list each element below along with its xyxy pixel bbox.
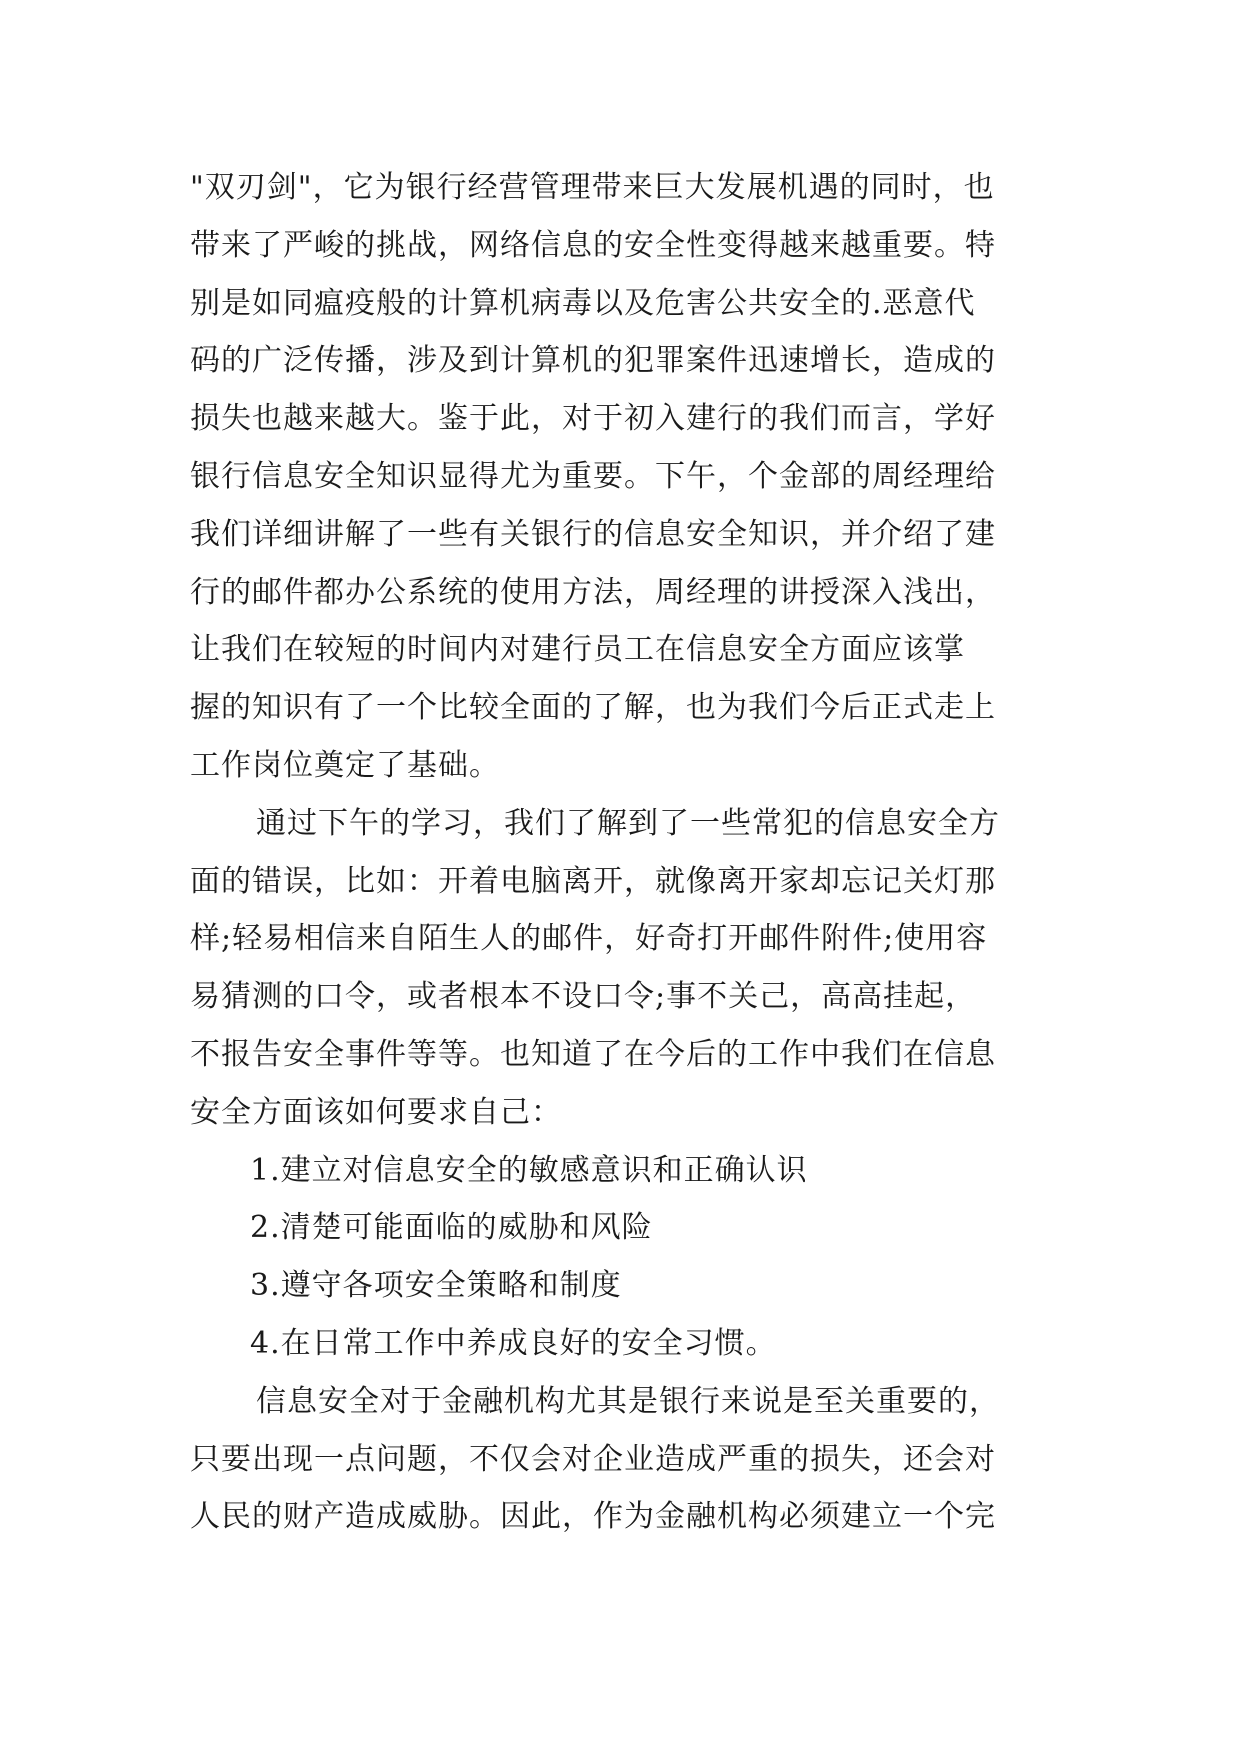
list-item: 3.遵守各项安全策略和制度 [250, 1268, 622, 1304]
paragraph-2 [190, 795, 1070, 1142]
list-item: 4.在日常工作中养成良好的安全习惯。 [250, 1325, 777, 1361]
text-line: 安全方面该如何要求自己： [190, 1094, 562, 1130]
text-line: 握的知识有了一个比较全面的了解，也为我们今后正式走上 [190, 690, 996, 726]
text-line: 让我们在较短的时间内对建行员工在信息安全方面应该掌 [190, 632, 965, 668]
text-line: 工作岗位奠定了基础。 [190, 747, 500, 783]
document-body [190, 159, 1070, 1546]
list-item: 2.清楚可能面临的威胁和风险 [250, 1210, 653, 1246]
text-line: 行的邮件都办公系统的使用方法，周经理的讲授深入浅出， [190, 574, 996, 610]
text-line: 不报告安全事件等等。也知道了在今后的工作中我们在信息 [190, 1036, 996, 1072]
text-line: 损失也越来越大。鉴于此，对于初入建行的我们而言，学好 [190, 401, 996, 437]
text-line: 银行信息安全知识显得尤为重要。下午，个金部的周经理给 [190, 458, 996, 494]
paragraph-3 [190, 1373, 1070, 1546]
text-line: 信息安全对于金融机构尤其是银行来说是至关重要的， [256, 1383, 1000, 1419]
numbered-list [190, 1142, 1070, 1373]
text-line: 面的错误，比如：开着电脑离开，就像离开家却忘记关灯那 [190, 863, 996, 899]
list-item: 1.建立对信息安全的敏感意识和正确认识 [250, 1152, 808, 1188]
text-line: 带来了严峻的挑战，网络信息的安全性变得越来越重要。特 [190, 227, 996, 263]
text-line: "双刃剑"，它为银行经营管理带来巨大发展机遇的同时，也 [190, 170, 995, 205]
paragraph-1 [190, 159, 1070, 795]
text-line: 码的广泛传播，涉及到计算机的犯罪案件迅速增长，造成的 [190, 343, 996, 379]
text-line: 易猜测的口令，或者根本不设口令;事不关己，高高挂起， [190, 979, 977, 1015]
text-line: 人民的财产造成威胁。因此，作为金融机构必须建立一个完 [190, 1499, 996, 1535]
text-line: 别是如同瘟疫般的计算机病毒以及危害公共安全的.恶意代 [190, 285, 976, 321]
text-line: 我们详细讲解了一些有关银行的信息安全知识，并介绍了建 [190, 516, 996, 552]
text-line: 样;轻易相信来自陌生人的邮件，好奇打开邮件附件;使用容 [190, 921, 988, 957]
text-line: 只要出现一点问题，不仅会对企业造成严重的损失，还会对 [190, 1441, 996, 1477]
text-line: 通过下午的学习，我们了解到了一些常犯的信息安全方 [256, 805, 1000, 841]
